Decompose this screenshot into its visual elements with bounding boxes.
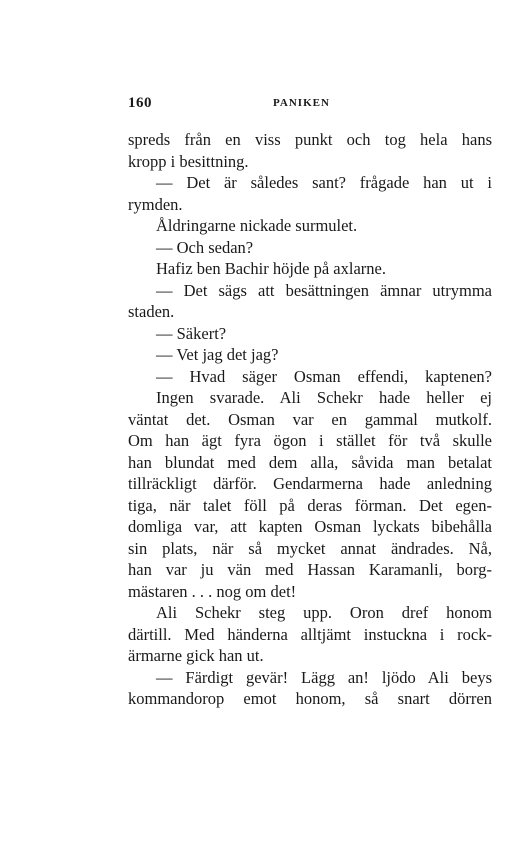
text-line: — Säkert? [156,323,227,343]
text-line: rymden. [128,194,183,214]
page-number: 160 [128,95,152,111]
text-line: ärmarne gick han ut. [128,646,264,665]
text-line: kropp i besittning. [128,151,249,171]
text-line: han blundat med dem alla, såvida man betalat [128,452,492,472]
text-line: Om han ägt fyra ögon i stället för två skulle [128,431,492,450]
text-line: — Vet jag det jag? [156,345,279,364]
text-line: Ingen svarade. Ali Schekr hade heller ej [156,388,492,407]
text-line: kommandorop emot honom, så snart dörren [128,689,492,708]
text-line: — Hvad säger Osman effendi, kaptenen? [156,366,492,386]
text-line: spreds från en viss punkt och tog hela hans [128,130,492,149]
text-line: staden. [128,302,175,321]
text-line: han var ju vän med Hassan Karamanli, borg- [128,560,492,579]
text-line: Åldringarne nickade surmulet. [156,216,358,235]
body-text [128,129,492,710]
text-line: — Färdigt gevär! Lägg an! ljödo Ali beys [156,667,492,687]
page-header [128,95,400,115]
text-line: mästaren . . . nog om det! [128,581,297,601]
text-line: — Det är således sant? frågade han ut i [156,173,492,192]
text-line: väntat det. Osman var en gammal mutkolf. [128,409,492,429]
text-line: tillräckligt därför. Gendarmerna hade anledning [128,474,492,493]
running-head: PANIKEN [273,97,330,109]
text-line: — Det sägs att besättningen ämnar utrymma [156,280,492,300]
text-line: Hafiz ben Bachir höjde på axlarne. [156,259,386,278]
text-line: därtill. Med händerna alltjämt instuckna i rock- [128,624,492,644]
text-line: sin plats, när så mycket annat ändrades. Nå, [128,538,492,558]
text-line: domliga var, att kapten Osman lyckats bibehålla [128,517,492,536]
text-line: — Och sedan? [156,237,254,257]
text-line: tiga, när talet föll på deras förman. Det egen- [128,495,492,515]
text-line: Ali Schekr steg upp. Oron dref honom [156,603,492,622]
